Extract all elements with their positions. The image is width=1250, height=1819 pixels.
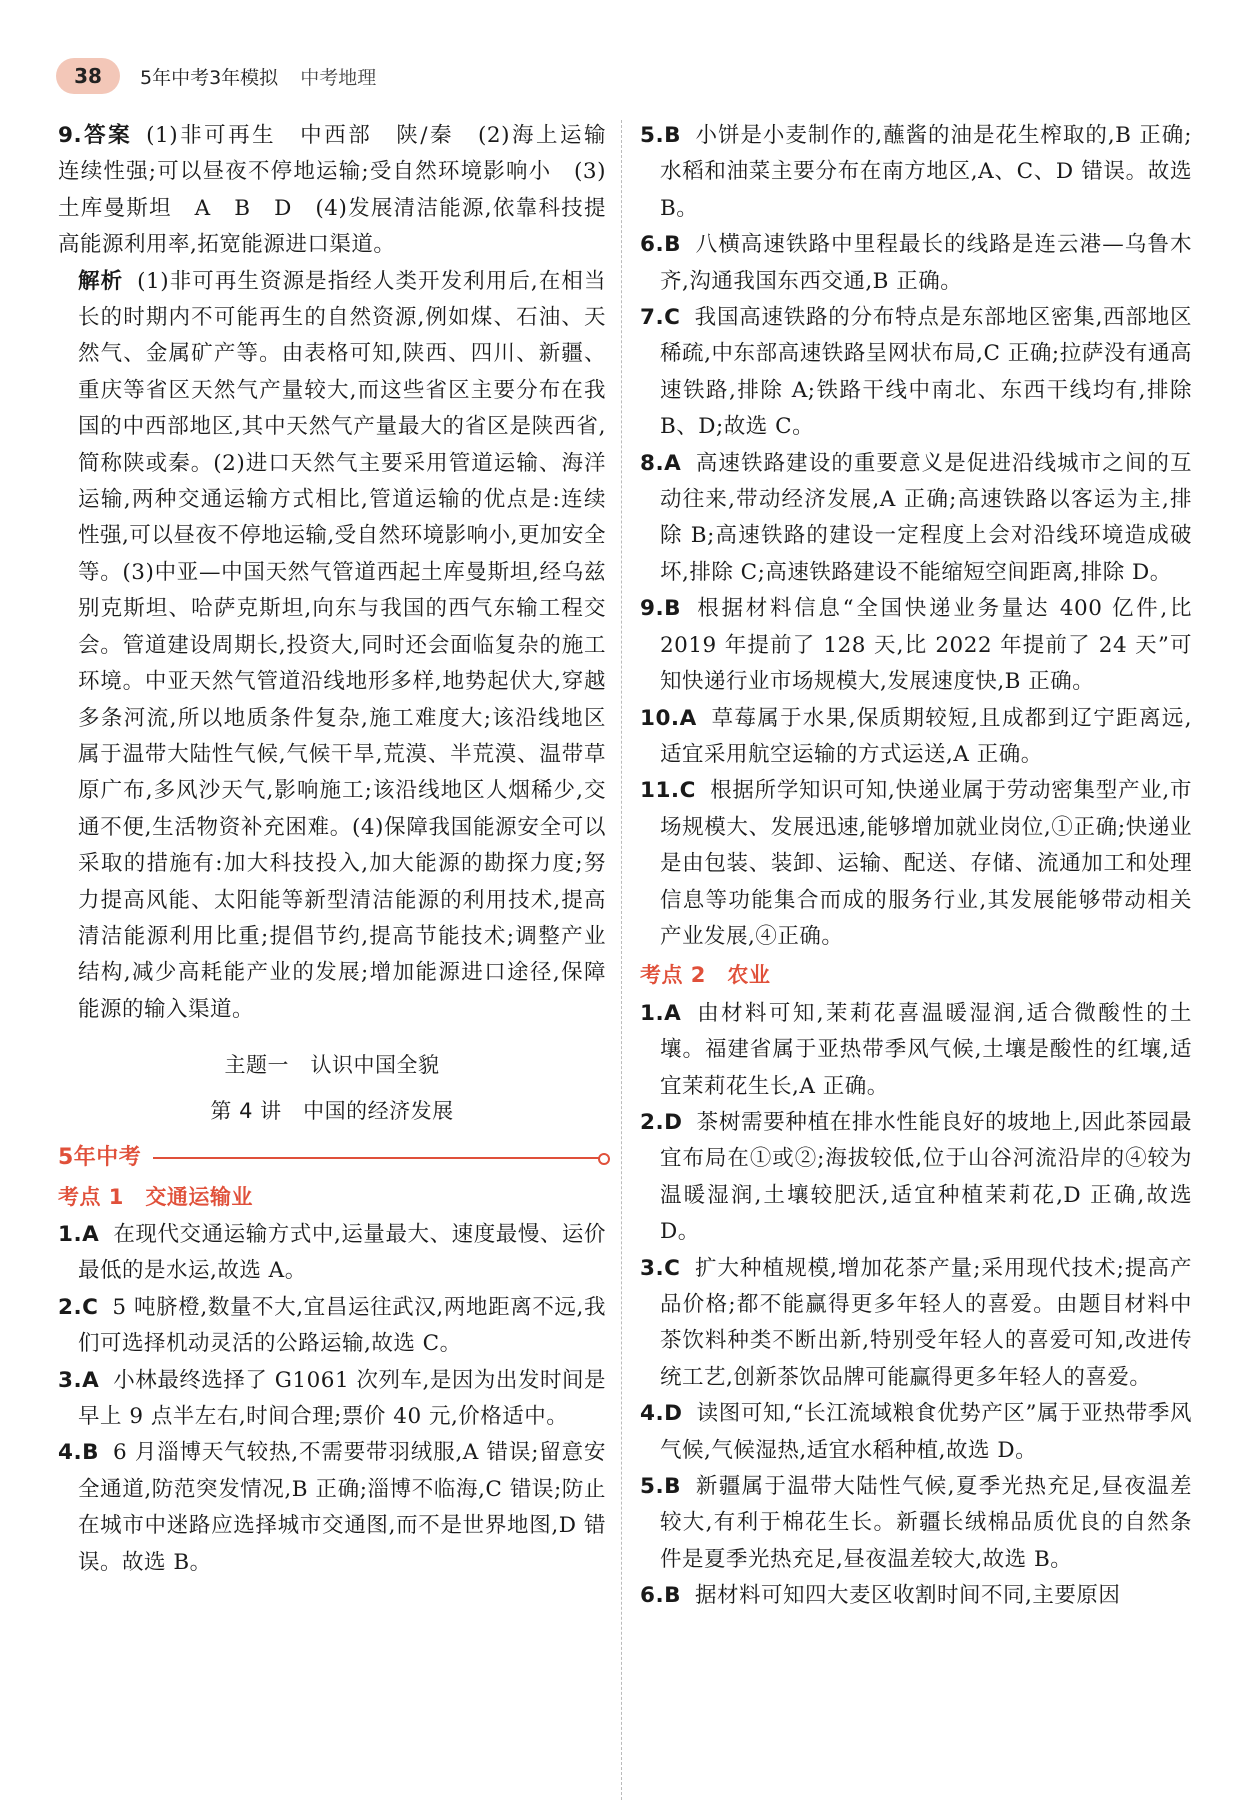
item-text: 由材料可知,茉莉花喜温暖湿润,适合微酸性的土壤。福建省属于亚热带季风气候,土壤是酸性的红壤,适宜茉莉花生长,A 正确。 — [660, 1000, 1192, 1099]
item-number: 3.A — [58, 1367, 100, 1393]
item-number: 1.A — [58, 1221, 100, 1247]
subject-label: 中考地理 — [300, 66, 377, 89]
topic-heading: 考点 1 交通运输业 — [58, 1184, 253, 1209]
section-rule — [153, 1157, 606, 1159]
answer-text: (1)非可再生 中西部 陕/秦 (2)海上运输 连续性强;可以昼夜不停地运输;受自然环境影响小 (3)土库曼斯坦 A B D (4)发展清洁能源,依靠科技提高能源利用率,拓宽能源进口渠道。 — [58, 123, 629, 258]
answer-item — [640, 1578, 1192, 1614]
lecture-title: 第 4 讲 中国的经济发展 — [210, 1099, 454, 1124]
theme-title: 主题一 认识中国全貌 — [224, 1053, 440, 1078]
page-number-badge: 38 — [56, 58, 120, 94]
item-number: 2.C — [58, 1294, 99, 1320]
item-number: 3.C — [640, 1255, 681, 1281]
item-number: 4.B — [58, 1440, 100, 1466]
explanation-label: 解析 — [78, 268, 124, 294]
item-text: 我国高速铁路的分布特点是东部地区密集,西部地区稀疏,中东部高速铁路呈网状布局,C 正确;拉萨没有通高速铁路,排除 A;铁路干线中南北、东西干线均有,排除 B、D;故选 C。 — [660, 305, 1192, 440]
answer-item — [640, 118, 1192, 227]
item-number: 4.D — [640, 1401, 683, 1427]
item-text: 新疆属于温带大陆性气候,夏季光热充足,昼夜温差较大,有利于棉花生长。新疆长绒棉品质优良的自然条件是夏季光热充足,昼夜温差较大,故选 B。 — [660, 1474, 1192, 1572]
answer-item — [640, 1251, 1192, 1397]
item-number: 10.A — [640, 705, 697, 731]
item-number: 2.D — [640, 1109, 683, 1135]
item-text: 小饼是小麦制作的,蘸酱的油是花生榨取的,B 正确;水稻和油菜主要分布在南方地区,A、C、D 错误。故选 B。 — [660, 123, 1192, 221]
answer-item — [640, 446, 1192, 592]
question-number: 9. — [58, 123, 83, 148]
answer-item — [640, 591, 1192, 700]
answer-item — [58, 1290, 606, 1363]
book-title: 5年中考3年模拟 — [140, 66, 279, 89]
item-text: 草莓属于水果,保质期较短,且成都到辽宁距离远,适宜采用航空运输的方式运送,A 正确。 — [660, 705, 1192, 767]
item-text: 根据材料信息“全国快递业务量达 400 亿件,比 2019 年提前了 128 天,比 2022 年提前了 24 天”可知快递行业市场规模大,发展速度快,B 正确。 — [660, 596, 1192, 695]
item-text: 6 月淄博天气较热,不需要带羽绒服,A 错误;留意安全通道,防范突发情况,B 正确;淄博不临海,C 错误;防止在城市中迷路应选择城市交通图,而不是世界地图,D 错误。故选 B。 — [78, 1440, 606, 1575]
answer-item — [58, 1217, 606, 1290]
answer-item — [58, 1363, 606, 1436]
answer-label: 答案 — [82, 123, 133, 148]
answer-item — [640, 227, 1192, 300]
left-column — [58, 118, 629, 1581]
item-text: 5 吨脐橙,数量不大,宜昌运往武汉,两地距离不远,我们可选择机动灵活的公路运输,故选 C。 — [78, 1294, 606, 1357]
section-title: 5年中考 — [58, 1145, 142, 1171]
answer-item — [640, 1396, 1192, 1469]
item-text: 高速铁路建设的重要意义是促进沿线城市之间的互动往来,带动经济发展,A 正确;高速铁路以客运为主,排除 B;高速铁路的建设一定程度上会对沿线环境造成破坏,排除 C;高速铁路建设不能缩短空间距离,排除 D。 — [660, 450, 1192, 585]
item-number: 5.B — [640, 1474, 682, 1500]
item-text: 小林最终选择了 G1061 次列车,是因为出发时间是早上 9 点半左右,时间合理;票价 40 元,价格适中。 — [78, 1367, 606, 1429]
answer-item — [640, 701, 1192, 774]
page-header — [56, 56, 376, 96]
item-text: 根据所学知识可知,快递业属于劳动密集型产业,市场规模大、发展迅速,能够增加就业岗位,①正确;快递业是由包装、装卸、运输、配送、存储、流通加工和处理信息等功能集合而成的服务行业,其发展能够带动相关产业发展,④正确。 — [660, 778, 1192, 949]
item-text: 在现代交通运输方式中,运量最大、速度最慢、运价最低的是水运,故选 A。 — [78, 1221, 606, 1284]
answer-item — [640, 1105, 1192, 1251]
item-number: 1.A — [640, 1000, 682, 1026]
answer-item — [640, 773, 1192, 955]
item-number: 6.B — [640, 1583, 682, 1609]
item-text: 扩大种植规模,增加花茶产量;采用现代技术;提高产品价格;都不能赢得更多年轻人的喜爱。由题目材料中茶饮料种类不断出新,特别受年轻人的喜爱可知,改进传统工艺,创新茶饮品牌可能赢得更多年轻人的喜爱。 — [660, 1255, 1192, 1390]
topic-heading: 考点 2 农业 — [640, 963, 771, 988]
item-number: 6.B — [640, 232, 682, 258]
item-number: 7.C — [640, 305, 681, 331]
answer-entry — [58, 118, 629, 264]
right-column — [640, 118, 1192, 1615]
item-text: 茶树需要种植在排水性能良好的坡地上,因此茶园最宜布局在①或②;海拔较低,位于山谷河流沿岸的④较为温暖湿润,土壤较肥沃,适宜种植茉莉花,D 正确,故选 D。 — [660, 1109, 1192, 1245]
column-divider — [621, 120, 622, 1800]
item-number: 9.B — [640, 596, 682, 622]
item-text: 读图可知,“长江流域粮食优势产区”属于亚热带季风气候,气候湿热,适宜水稻种植,故选 D。 — [660, 1401, 1192, 1463]
answer-item — [58, 1435, 606, 1581]
explanation-entry — [58, 264, 606, 1029]
item-number: 11.C — [640, 778, 696, 804]
explanation-text: (1)非可再生资源是指经人类开发利用后,在相当长的时期内不可能再生的自然资源,例如煤、石油、天然气、金属矿产等。由表格可知,陕西、四川、新疆、重庆等省区天然气产量较大,而这些省区主要分布在我国的中西部地区,其中天然气产量最大的省区是陕西省,简称陕或秦。(2)进口天然气主要采用管道运输、海洋运输,两种交通运输方式相比,管道运输的优点是:连续性强,可以昼夜不停地运输,受自然环境影响小,更加安全等。(3)中亚—中国天然气管道西起土库曼斯坦,经乌兹别克斯坦、哈萨克斯坦,向东与我国的西气东输工程交会。管道建设周期长,投资大,同时还会面临复杂的施工环境。中亚天然气管道沿线地形多样,地势起伏大,穿越多条河流,所以地质条件复杂,施工难度大;该沿线地区属于温带大陆性气候,气候干旱,荒漠、半荒漠、温带草原广布,多风沙天气,影响施工;该沿线地区人烟稀少,交通不便,生活物资补充困难。(4)保障我国能源安全可以采取的措施有:加大科技投入,加大能源的勘探力度;努力提高风能、太阳能等新型清洁能源的利用技术,提高清洁能源利用比重;提倡节约,提高节能技术;调整产业结构,减少高耗能产业的发展;增加能源进口途径,保障能源的输入渠道。 — [78, 268, 607, 1022]
answer-item — [640, 1469, 1192, 1578]
item-number: 8.A — [640, 450, 682, 476]
answer-item — [640, 300, 1192, 446]
section-header — [58, 1140, 606, 1176]
item-number: 5.B — [640, 123, 682, 148]
item-text: 八横高速铁路中里程最长的线路是连云港—乌鲁木齐,沟通我国东西交通,B 正确。 — [660, 232, 1192, 294]
item-text: 据材料可知四大麦区收割时间不同,主要原因 — [695, 1583, 1121, 1609]
answer-item — [640, 996, 1192, 1105]
